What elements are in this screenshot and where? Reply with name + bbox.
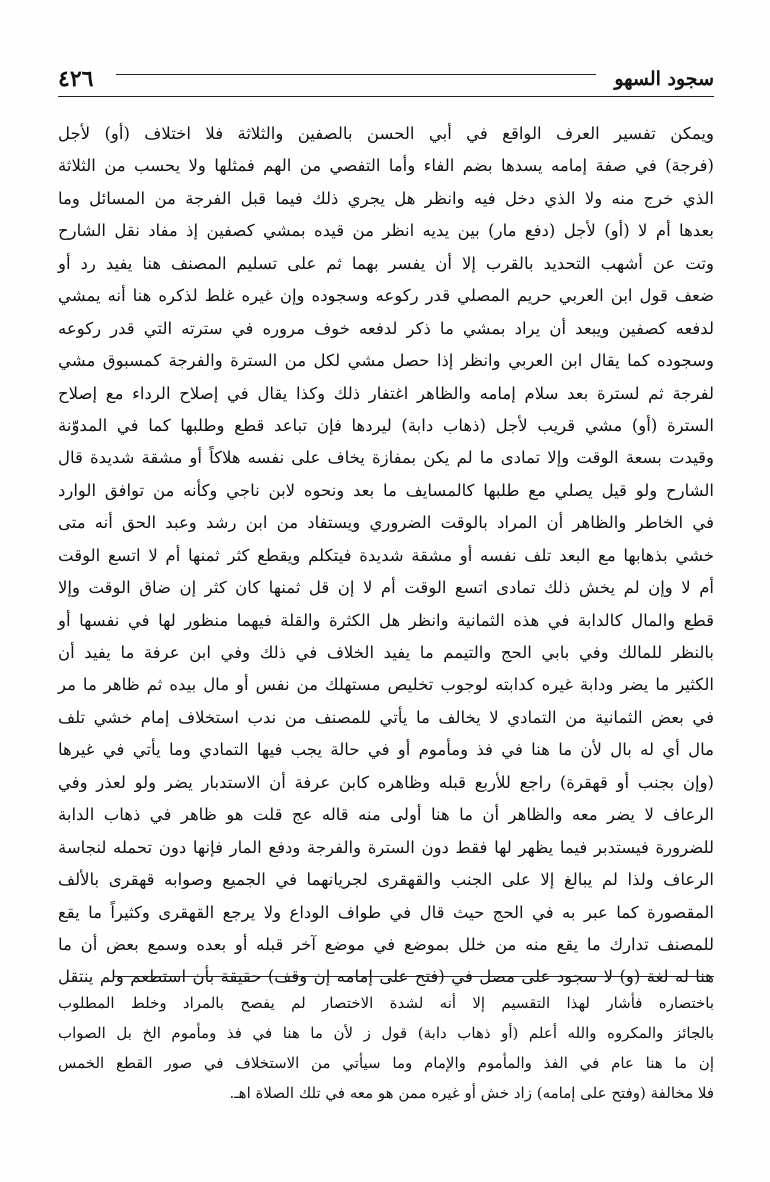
text-line: هنا له لغة (و) لا سجود على مصل في (فتح على إمامه إن وقف) حقيقة بأن استطعم ولم ينتقل (58, 967, 714, 987)
text-line: للمصنف تدارك ما يقع منه من خلل بموضع في موضع آخر قبله أو بعده وسمع بعض أن ما (58, 934, 714, 954)
text-line: قطع والمال كالدابة في هذه الثمانية وانظر هل الكثرة والقلة فيهما منظور لها في نفسها أو (58, 610, 714, 630)
text-line: مال أي له بال لأن ما هنا في فذ ومأموم أو في حالة يجب فيها التمادي وما يأتي في غيرها (58, 740, 714, 760)
text-line: للضرورة فيستدبر فيما يظهر لها فقط دون السترة والفرجة ودفع المار فإنها دون تحمله لنجاسة (58, 837, 714, 857)
text-line: الرعاف ولذا لم يبالغ إلا على الجنب والقهقرى لجريانهما في الجميع وصوابه قهقرى بالألف (58, 870, 714, 890)
footnote-line: إن ما هنا عام في الفذ والمأموم والإمام وما سيأتي من الاستخلاف في صور القطع الخمس (58, 1054, 714, 1072)
text-line: (وإن بجنب أو قهقرة) راجع للأربع قبله وظاهره كابن عرفة أن الاستدبار يضر ولو لعذر وفي (58, 772, 714, 792)
text-line: السترة (أو) مشي قريب لأجل (ذهاب دابة) ليردها فإن تباعد قطع وطلبها كما في المدوّنة (58, 415, 714, 435)
header-rule (116, 74, 596, 75)
text-line: بعدها أم لا (أو) لأجل (دفع مار) بين يديه انظر من قيده بمشي كصفين إذ مفاد نقل الشارح (58, 221, 714, 241)
running-title: سجود السهو (614, 68, 714, 90)
footnotes (58, 988, 714, 1133)
text-line: في بعض الثمانية من التمادي لا يخالف ما يأتي للمصنف من ندب استخلاف إمام خشي تلف (58, 707, 714, 727)
text-line: وقيدت بسعة الوقت وإلا تمادى ما لم يكن بمفازة يخاف على نفسه هلاكاً أو مشقة شديدة قال (58, 448, 714, 468)
page-number: ٤٢٦ (58, 66, 94, 92)
text-line: وتت عن أشهب التحديد بالقرب إلا أن يفسر بهما ثم على تسليم المصنف هنا يفيد رد أو (58, 253, 714, 273)
main-text (58, 118, 714, 987)
text-line: ويمكن تفسير العرف الواقع في أبي الحسن بالصفين والثلاثة فلا اختلاف (أو) لأجل (58, 124, 714, 143)
text-line: المقصورة كما عبر به في الحج حيث قال في طواف الوداع ولا يرجع القهقرى وكثيراً ما يقع (58, 902, 714, 922)
footnote-separator (114, 976, 714, 977)
text-line: الرعاف لا يضر معه والظاهر أن ما هنا أولى منه قاله عج قلت هو ظاهر في ذهاب الدابة (58, 805, 714, 825)
text-line: بالنظر للمالك وفي بابي الحج والتيمم ما يفيد الخلاف في ذلك وفي ابن عرفة ما يفيد أن (58, 643, 714, 662)
text-line: وسجوده كما يقال ابن العربي وانظر إذا حصل مشي لكل من السترة والفرجة كمسبوق مشي (58, 351, 714, 371)
text-line: أم لا وإن لم يخش ذلك تمادى اتسع الوقت أم لا إن قل ثمنها كان كثر إن ضاق الوقت وإلا (58, 578, 714, 598)
text-line: (فرجة) في صفة إمامه يسدها بضم الفاء وأما التفصي من الهم فمثلها ولا يحسب من الثلاثة (58, 156, 714, 176)
text-line: الشارح ولو قيل يصلي مع طلبها كالمسايف ما بعد ونحوه لابن ناجي وكأنه من توافق الوارد (58, 480, 714, 500)
header-underline (58, 96, 714, 97)
footnote-line: بالجائز والمكروه والله أعلم (أو ذهاب دابة) قول ز لأن ما هنا في فذ ومأموم الخ بل الصواب (58, 1024, 714, 1042)
text-line: الكثير ما يضر ودابة غيره كدابته لوجوب تخليص مستهلك من نفس أو مال بيده ثم ظاهر ما مر (58, 675, 714, 695)
text-line: ضعف قول ابن العربي حريم المصلي قدر ركوعه وسجوده وإن غيره غلط لذكره هنا أنه يمشي (58, 286, 714, 306)
text-line: لفرجة ثم لسترة بعد سلام إمامه والظاهر اغتفار ذلك وكذا يقال في إصلاح الرداء مع إصلاح (58, 383, 714, 403)
text-line: خشي بذهابها مع البعد تلف نفسه أو مشقة شديدة فيتكلم ويقطع كثر ثمنها أم لا اتسع الوقت (58, 545, 714, 565)
page-header (58, 66, 714, 100)
text-line: الذي خرج منه ولا الذي دخل فيه وانظر هل يجري ذلك فيما قبل الفرجة من المسائل وما (58, 188, 714, 208)
text-line: لدفعه كصفين ويبعد أن يراد بمشي ما ذكر لدفعه خوف مروره في سترته التي قدر ركوعه (58, 318, 714, 338)
footnote-line: باختصاره فأشار لهذا التقسيم إلا أنه لشدة الاختصار لم يفصح بالمراد وخلط المطلوب (58, 994, 714, 1012)
footnote-line: فلا مخالفة (وفتح على إمامه) زاد خش أو غيره ممن هو معه في تلك الصلاة اهـ. (229, 1084, 714, 1102)
text-line: في الخاطر والظاهر أن المراد بالوقت الضروري ويستفاد من ابن رشد وعبد الحق أنه متى (58, 513, 714, 533)
